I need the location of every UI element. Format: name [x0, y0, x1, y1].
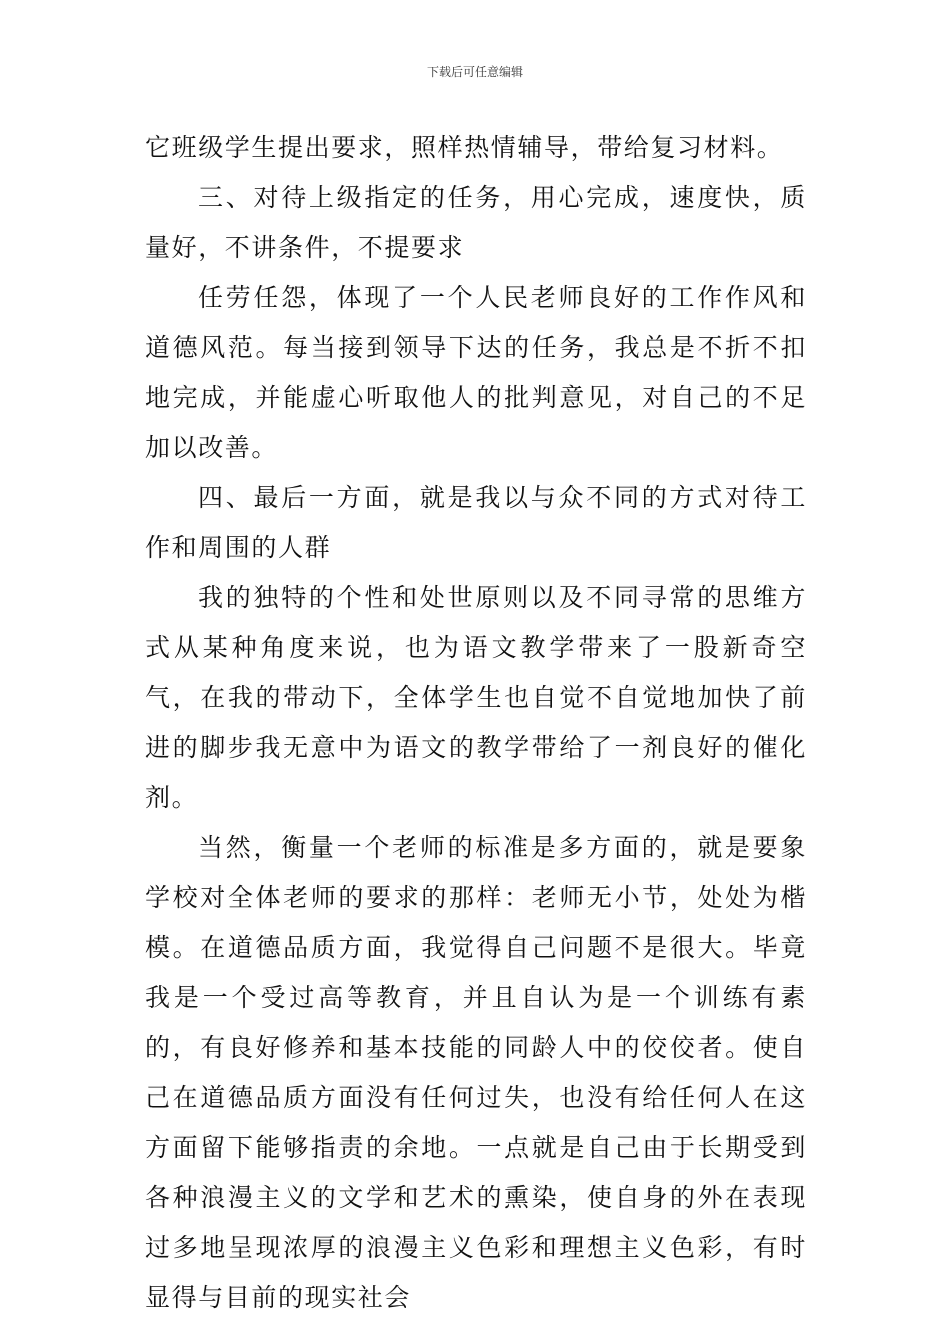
paragraph: 当然，衡量一个老师的标准是多方面的，就是要象学校对全体老师的要求的那样：老师无小节，处处为楷模。在道德品质方面，我觉得自己问题不是很大。毕竟我是一个受过高等教育，并且自认为是一个训练有素的，有良好修养和基本技能的同龄人中的佼佼者。使自己在道德品质方面没有任何过失，也没有给任何人在这方面留下能够指责的余地。一点就是自己由于长期受到各种浪漫主义的文学和艺术的熏染，使自身的外在表现过多地呈现浓厚的浪漫主义色彩和理想主义色彩，有时显得与目前的现实社会 — [145, 833, 807, 1312]
paragraph: 它班级学生提出要求，照样热情辅导，带给复习材料。 — [145, 133, 784, 162]
paragraph: 四、最后一方面，就是我以与众不同的方式对待工作和周围的人群 — [145, 483, 807, 562]
paragraph: 我的独特的个性和处世原则以及不同寻常的思维方式从某种角度来说，也为语文教学带来了一股新奇空气，在我的带动下，全体学生也自觉不自觉地加快了前进的脚步我无意中为语文的教学带给了一剂良好的催化剂。 — [145, 583, 807, 812]
paragraph: 三、对待上级指定的任务，用心完成，速度快，质量好，不讲条件，不提要求 — [145, 183, 807, 262]
page-header: 下载后可任意编辑 — [426, 65, 523, 79]
document-body — [145, 123, 807, 1323]
paragraph: 任劳任怨，体现了一个人民老师良好的工作作风和道德风范。每当接到领导下达的任务，我总是不折不扣地完成，并能虚心听取他人的批判意见，对自己的不足加以改善。 — [145, 283, 807, 462]
